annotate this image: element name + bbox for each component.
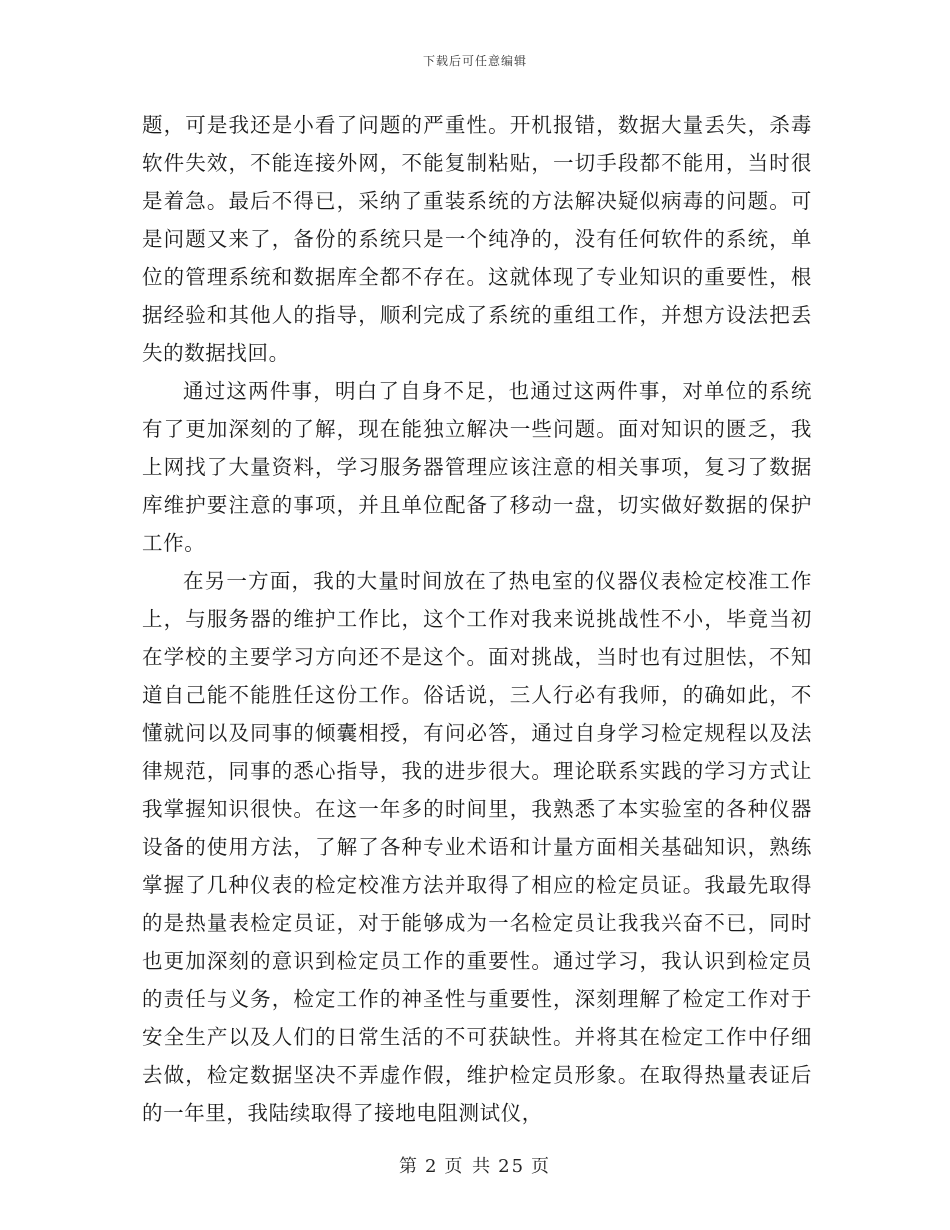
footer-total-pages: 25 <box>498 1156 526 1177</box>
paragraph-2: 通过这两件事，明白了自身不足，也通过这两件事，对单位的系统有了更加深刻的了解，现在能独立解决一些问题。面对知识的匮乏，我上网找了大量资料，学习服务器管理应该注意的相关事项，复习了数据库维护要注意的事项，并且单位配备了移动一盘，切实做好数据的保护工作。 <box>142 379 812 555</box>
document-body <box>142 106 812 1132</box>
footer-suffix: 页 <box>531 1156 552 1177</box>
footer-prefix: 第 <box>398 1156 419 1177</box>
footer-mid: 页 共 <box>444 1156 493 1177</box>
paragraph-1: 题，可是我还是小看了问题的严重性。开机报错，数据大量丢失，杀毒软件失效，不能连接外网，不能复制粘贴，一切手段都不能用，当时很是着急。最后不得已，采纳了重装系统的方法解决疑似病毒的问题。可是问题又来了，备份的系统只是一个纯净的，没有任何软件的系统，单位的管理系统和数据库全都不存在。这就体现了专业知识的重要性，根据经验和其他人的指导，顺利完成了系统的重组工作，并想方设法把丢失的数据找回。 <box>142 113 812 365</box>
paragraph-3: 在另一方面，我的大量时间放在了热电室的仪器仪表检定校准工作上，与服务器的维护工作比，这个工作对我来说挑战性不小，毕竟当初在学校的主要学习方向还不是这个。面对挑战，当时也有过胆怯，不知道自己能不能胜任这份工作。俗话说，三人行必有我师，的确如此，不懂就问以及同事的倾囊相授，有问必答，通过自身学习检定规程以及法律规范，同事的悉心指导，我的进步很大。理论联系实践的学习方式让我掌握知识很快。在这一年多的时间里，我熟悉了本实验室的各种仪器设备的使用方法，了解了各种专业术语和计量方面相关基础知识，熟练掌握了几种仪表的检定校准方法并取得了相应的检定员证。我最先取得的是热量表检定员证，对于能够成为一名检定员让我我兴奋不已，同时也更加深刻的意识到检定员工作的重要性。通过学习，我认识到检定员的责任与义务，检定工作的神圣性与重要性，深刻理解了检定工作对于安全生产以及人们的日常生活的不可获缺性。并将其在检定工作中仔细去做，检定数据坚决不弄虚作假，维护检定员形象。在取得热量表证后的一年里，我陆续取得了接地电阻测试仪， <box>142 569 812 1125</box>
page-header: 下载后可任意编辑 <box>422 54 527 68</box>
footer-page-number: 2 <box>424 1156 439 1177</box>
page-footer <box>0 1152 950 1178</box>
